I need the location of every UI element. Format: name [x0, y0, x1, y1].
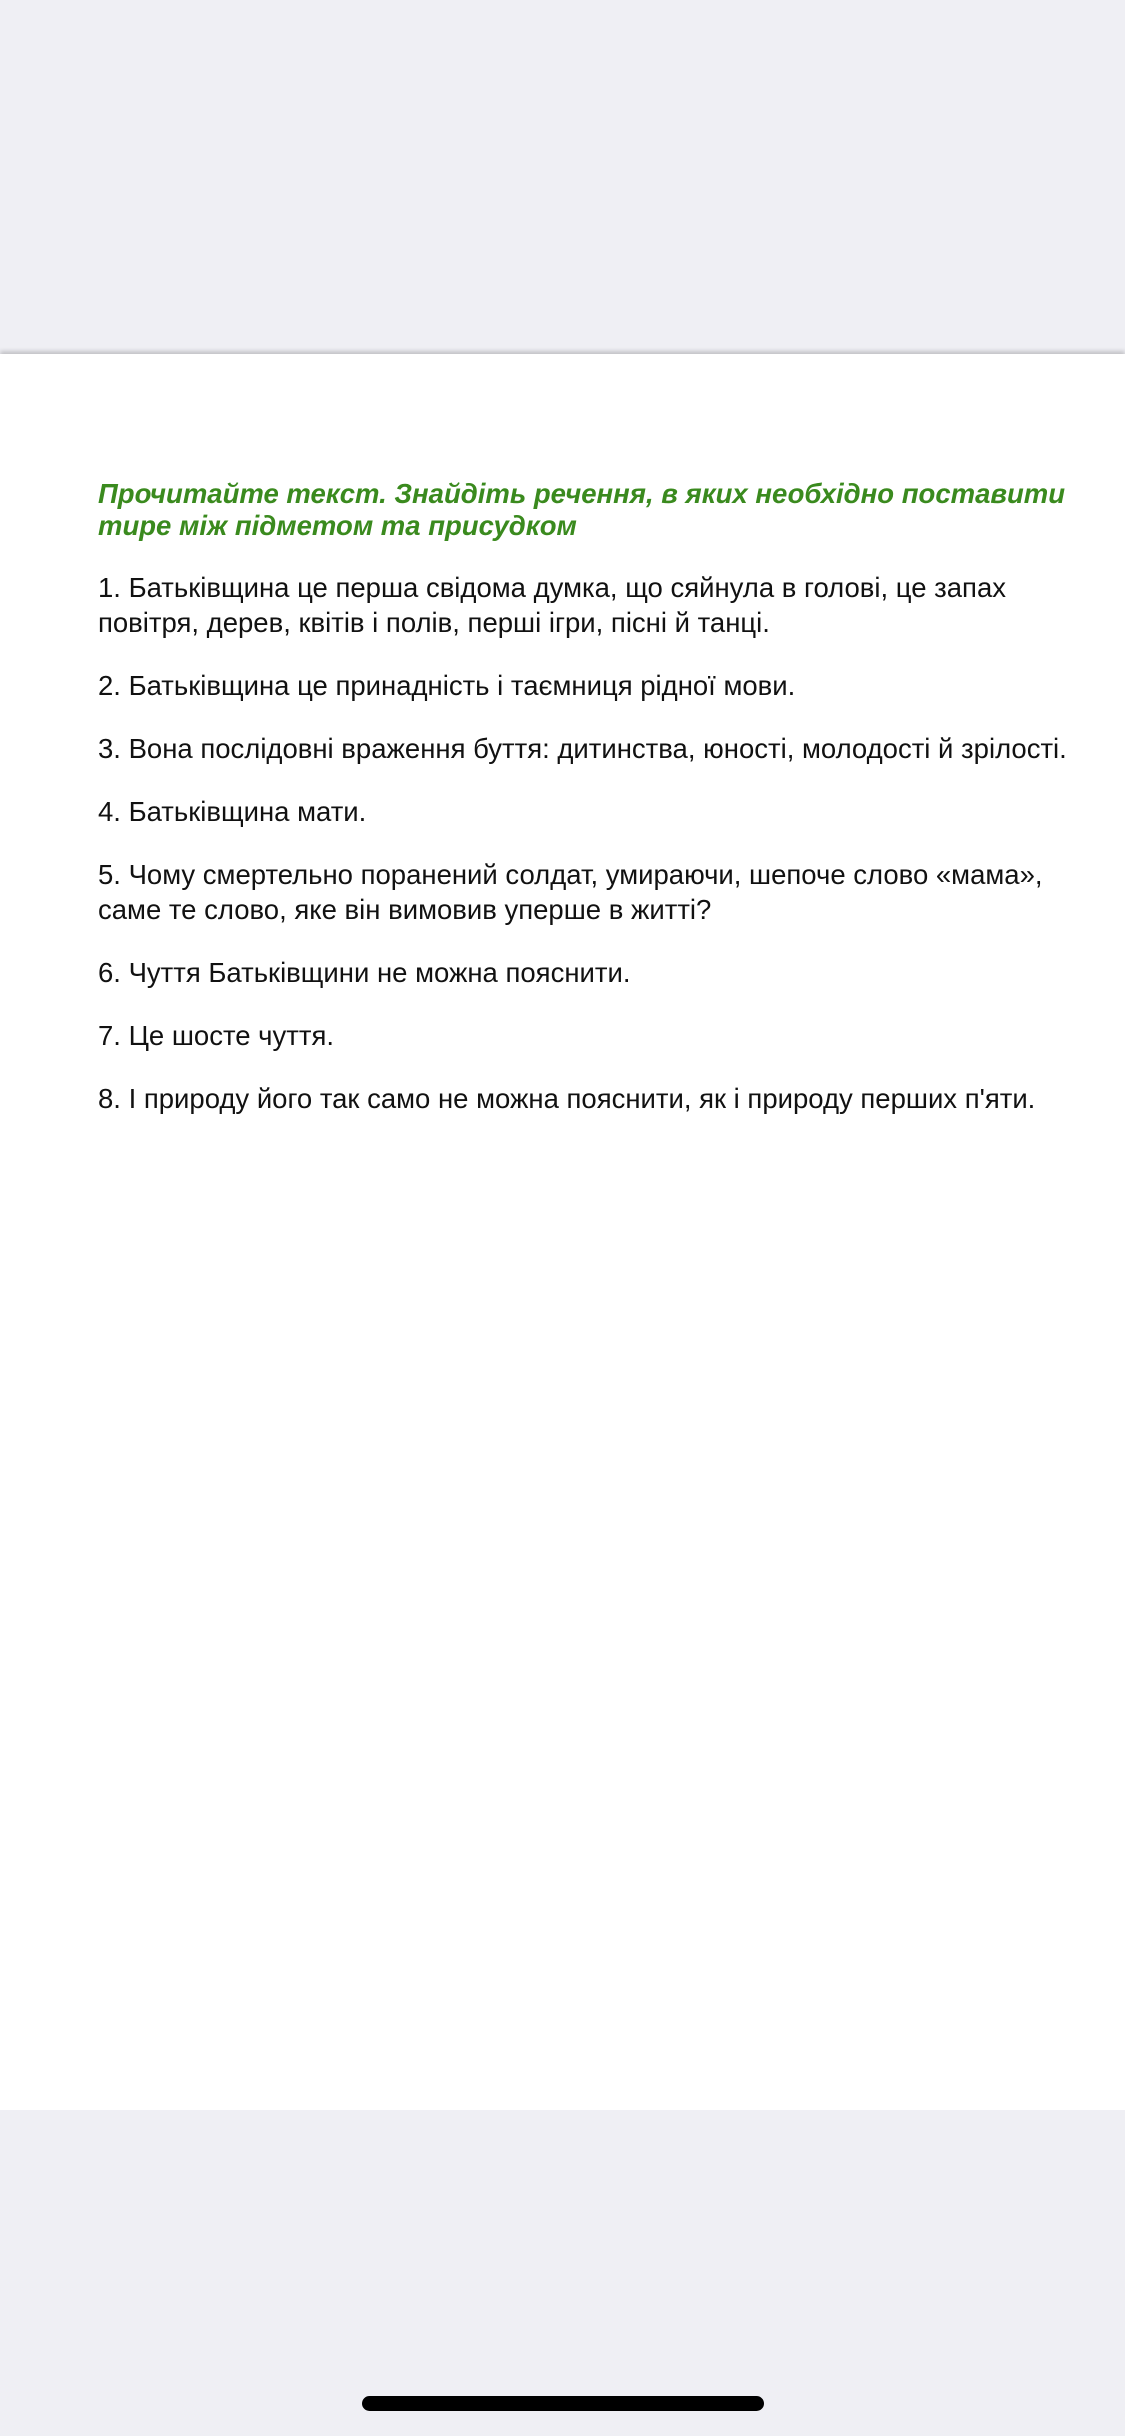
bottom-gray-area: [0, 2110, 1125, 2436]
sentence-2: 2. Батьківщина це принадність і таємниця рідної мови.: [98, 670, 796, 701]
sentence-3: 3. Вона послідовні враження буття: дитинства, юності, молодості й зрілості.: [98, 733, 1067, 764]
sentence-4: 4. Батьківщина мати.: [98, 796, 367, 827]
sentence-1: 1. Батьківщина це перша свідома думка, що сяйнула в голові, це запах повітря, дерев, квітів і полів, перші ігри, пісні й танці.: [98, 572, 1006, 638]
document-page[interactable]: [0, 354, 1125, 2110]
top-gray-area: [0, 0, 1125, 352]
sentence-8: 8. І природу його так само не можна пояснити, як і природу перших п'яти.: [98, 1083, 1036, 1114]
home-indicator[interactable]: [362, 2396, 764, 2411]
instruction-heading: Прочитайте текст. Знайдіть речення, в яких необхідно поставити тире між підметом та присудком: [98, 478, 1066, 541]
sentence-5: 5. Чому смертельно поранений солдат, умираючи, шепоче слово «мама», саме те слово, яке він вимовив уперше в житті?: [98, 859, 1043, 925]
sentence-7: 7. Це шосте чуття.: [98, 1020, 334, 1051]
sentence-6: 6. Чуття Батьківщини не можна пояснити.: [98, 957, 631, 988]
document-content: [98, 478, 1078, 1144]
